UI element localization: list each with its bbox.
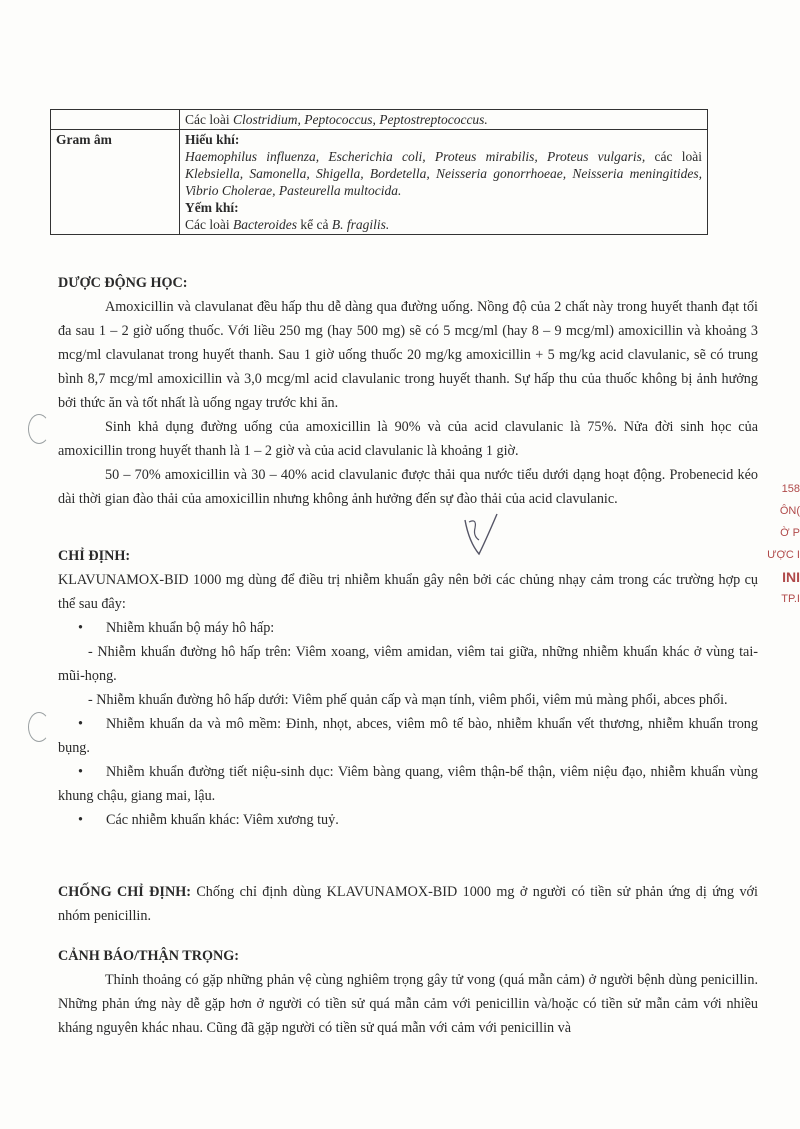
bullet-icon: • [78,620,83,636]
stamp-line: ƯỢC I [767,549,800,561]
stamp-line: Ờ P [780,527,800,539]
section-indications [58,544,758,832]
list-item: • Các nhiễm khuẩn khác: Viêm xương tuỷ. [58,808,758,832]
stamp-fragment [760,478,800,610]
table-cell [180,130,708,235]
bullet-icon: • [78,716,83,732]
section-warnings [58,944,758,1040]
bullet-icon: • [78,764,83,780]
section-heading: CHỈ ĐỊNH: [58,548,131,564]
paragraph: CHỐNG CHỈ ĐỊNH: Chống chỉ định dùng KLAVUNAMOX-BID 1000 mg ở người có tiền sử phản ứng dị ứng với nhóm penicillin. [58,884,758,924]
section-heading: CHỐNG CHỈ ĐỊNH: [58,884,191,900]
section-contraindications [58,880,758,928]
aerobic-list: Haemophilus influenza, Escherichia coli, Proteus mirabilis, Proteus vulgaris, các loài Klebsiella, Samonella, Shigella, Bordetella, Neisseria gonorrhoeae, Neisseria meningitides, Vibrio Cholerae, Pasteurella multocida. [185,149,702,198]
spectrum-table [50,109,708,235]
table-cell: Các loài Clostridium, Peptococcus, Peptostreptococcus. [180,110,708,130]
table-row [51,130,708,235]
punch-hole-bottom [28,712,50,742]
list-item: • Nhiễm khuẩn đường tiết niệu-sinh dục: Viêm bàng quang, viêm thận-bể thận, viêm niệu đạo, nhiễm khuẩn vùng khung chậu, giang mai, lậu. [58,760,758,808]
anaerobic-list: Các loài Bacteroides kể cả B. fragilis. [185,217,390,232]
stamp-line: 158 [781,483,800,495]
section-heading: DƯỢC ĐỘNG HỌC: [58,275,188,291]
stamp-line: INI [782,569,800,585]
bullet-icon: • [78,812,83,828]
paragraph: Thỉnh thoảng có gặp những phản vệ cùng nghiêm trọng gây tử vong (quá mẫn cảm) ở người bệnh dùng penicillin. Những phản ứng này dễ gặp hơn ở người có tiền sử quá mẫn cảm với penicillin và/hoặc có tiền sử mẫn cảm với nhiều kháng nguyên khác nhau. Cũng đã gặp người có tiền sử quá mẫn với cảm với penicillin và [58,972,758,1036]
section-heading: CẢNH BÁO/THẬN TRỌNG: [58,948,240,964]
list-item: • Nhiễm khuẩn bộ máy hô hấp: [58,616,758,640]
aerobic-heading: Hiếu khí: [185,132,240,147]
table-label-gram-negative: Gram âm [51,130,180,235]
paragraph: Sinh khả dụng đường uống của amoxicillin là 90% và của acid clavulanic là 75%. Nửa đời sinh học của amoxicillin trong huyết thanh là 1 – 2 giờ và của acid clavulanic là khoảng 1 giờ. [58,419,758,459]
paragraph: KLAVUNAMOX-BID 1000 mg dùng để điều trị nhiễm khuẩn gây nên bởi các chủng nhạy cảm trong các trường hợp cụ thể sau đây: [58,572,758,612]
stamp-line: TP.I [781,593,800,605]
table-row [51,110,708,130]
list-item: - Nhiễm khuẩn đường hô hấp trên: Viêm xoang, viêm amidan, viêm tai giữa, những nhiễm khuẩn khác ở vùng tai- mũi-họng. [58,644,758,684]
section-pharmacokinetics [58,271,758,511]
list-item: - Nhiễm khuẩn đường hô hấp dưới: Viêm phế quản cấp và mạn tính, viêm phổi, viêm mủ màng phổi, abces phổi. [88,692,728,708]
stamp-line: ÔN( [779,505,800,517]
anaerobic-heading: Yếm khí: [185,200,239,215]
paragraph: 50 – 70% amoxicillin và 30 – 40% acid clavulanic được thải qua nước tiểu dưới dạng hoạt động. Probenecid kéo dài thời gian đào thải của amoxicillin nhưng không ảnh hưởng đến sự đào thải của acid clavulanic. [58,467,758,507]
table-cell-empty [51,110,180,130]
list-item: • Nhiễm khuẩn da và mô mềm: Đinh, nhọt, abces, viêm mô tế bào, nhiễm khuẩn vết thương, nhiễm khuẩn trong bụng. [58,712,758,760]
punch-hole-top [28,414,50,444]
paragraph: Amoxicillin và clavulanat đều hấp thu dễ dàng qua đường uống. Nồng độ của 2 chất này trong huyết thanh đạt tối đa sau 1 – 2 giờ uống thuốc. Với liều 250 mg (hay 500 mg) sẽ có 5 mcg/ml (hay 8 – 9 mcg/ml) amoxicillin và khoảng 3 mcg/ml clavulanat trong huyết thanh. Sau 1 giờ uống thuốc 20 mg/kg amoxicillin + 5 mg/kg acid clavulanic, sẽ có trung bình 8,7 mcg/ml amoxicillin và 3,0 mcg/ml acid clavulanic trong huyết thanh. Sự hấp thu của thuốc không bị ảnh hưởng bởi thức ăn và tốt nhất là uống ngay trước khi ăn. [58,299,758,411]
